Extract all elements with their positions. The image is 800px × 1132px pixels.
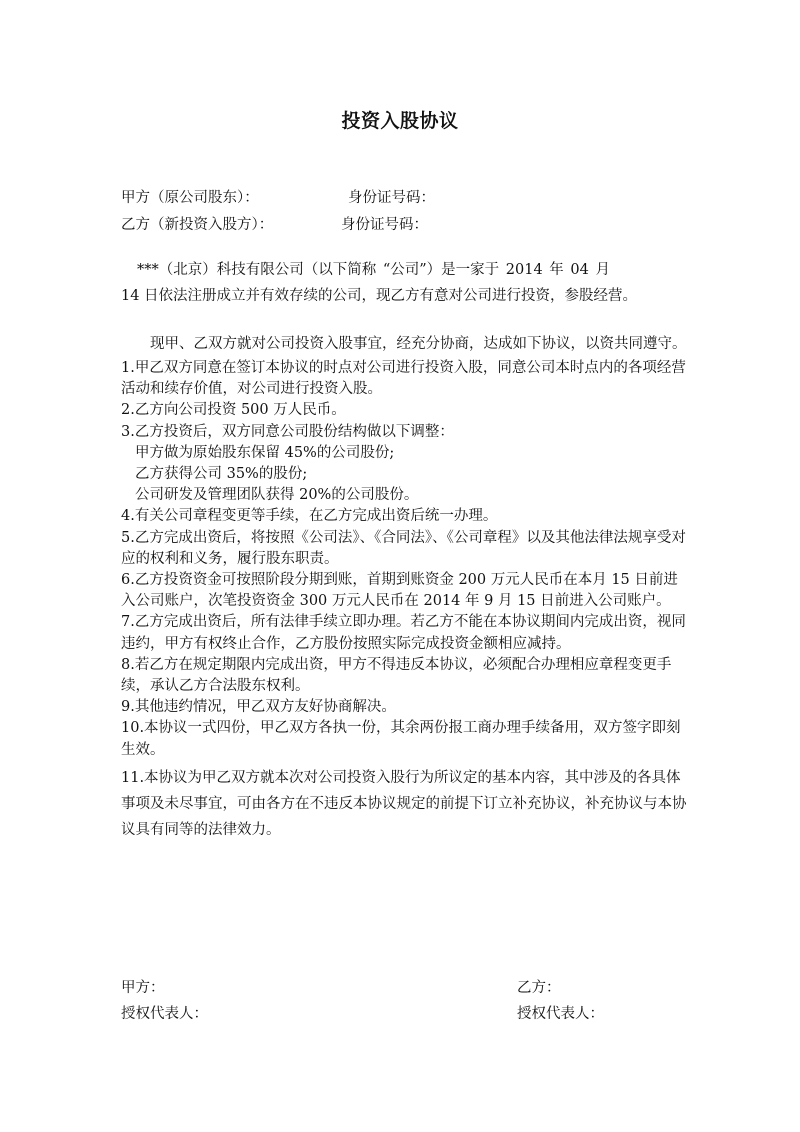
clause-3-item-c: 公司研发及管理团队获得 20%的公司股份。 <box>135 487 419 504</box>
signature-party-a-rep: 授权代表人： <box>121 1006 208 1022</box>
intro-line-1: ***（北京）科技有限公司（以下简称 “公司”）是一家于 2014 年 04 月 <box>137 262 610 278</box>
clause-9: 9.其他违约情况，甲乙双方友好协商解决。 <box>121 699 396 716</box>
clause-2: 2.乙方向公司投资 500 万人民币。 <box>121 402 346 419</box>
party-a-label: 甲方（原公司股东）： <box>121 190 259 206</box>
clause-7: 7.乙方完成出资后，所有法律手续立即办理。若乙方不能在本协议期间内完成出资，视同违约，甲方有权终止合作，乙方股份按照实际完成投资金额相应减持。 <box>121 614 686 652</box>
clause-4: 4.有关公司章程变更等手续，在乙方完成出资后统一办理。 <box>121 508 498 525</box>
document-title: 投资入股协议 <box>341 110 459 132</box>
party-b-label: 乙方（新投资入股方）： <box>121 217 274 233</box>
clause-10: 10.本协议一式四份，甲乙双方各执一份，其余两份报工商办理手续备用，双方签字即刻生效。 <box>121 720 681 758</box>
clause-6: 6.乙方投资资金可按照阶段分期到账，首期到账资金 200 万元人民币在本月 15 日前进入公司账户，次笔投资资金 300 万元人民币在 2014 年 9 月 15 日前进入公司账户。 <box>121 572 678 610</box>
clause-5: 5.乙方完成出资后，将按照《公司法》、《合同法》、《公司章程》以及其他法律法规享受对应的权利和义务，履行股东职责。 <box>121 529 686 567</box>
intro-line-2: 14 日依法注册成立并有效存续的公司，现乙方有意对公司进行投资，参股经营。 <box>121 288 638 304</box>
clause-11: 11.本协议为甲乙双方就本次对公司投资入股行为所议定的基本内容，其中涉及的各具体事项及未尽事宜，可由各方在不违反本协议规定的前提下订立补充协议，补充协议与本协议具有同等的法律效力。 <box>121 769 687 838</box>
clause-8: 8.若乙方在规定期限内完成出资，甲方不得违反本协议，必须配合办理相应章程变更手续，承认乙方合法股东权利。 <box>121 656 672 695</box>
party-b-id-label: 身份证号码： <box>341 217 428 233</box>
signature-party-b-rep: 授权代表人： <box>517 1006 604 1022</box>
clause-3-item-b: 乙方获得公司 35%的股份; <box>135 466 308 483</box>
lead-paragraph: 现甲、乙双方就对公司投资入股事宜，经充分协商，达成如下协议，以资共同遵守。 <box>150 336 687 352</box>
clause-1: 1.甲乙双方同意在签订本协议的时点对公司进行投资入股，同意公司本时点内的各项经营活动和续存价值，对公司进行投资入股。 <box>121 360 686 398</box>
signature-party-a: 甲方： <box>121 980 165 996</box>
clause-list <box>121 332 691 843</box>
clause-3-item-a: 甲方做为原始股东保留 45%的公司股份; <box>135 444 395 461</box>
clause-3: 3.乙方投资后，双方同意公司股份结构做以下调整： <box>121 423 454 440</box>
signature-party-b: 乙方： <box>517 980 561 996</box>
party-a-id-label: 身份证号码： <box>348 190 435 206</box>
